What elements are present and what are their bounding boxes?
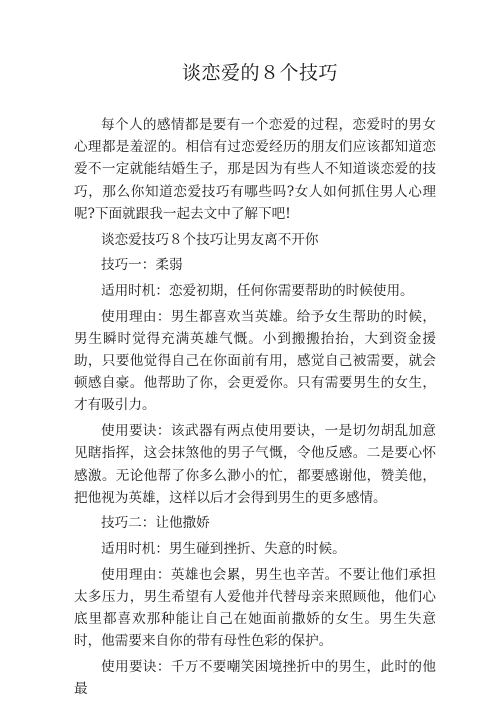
subtitle-paragraph: 谈恋爱技巧８个技巧让男友离不开你 [101, 231, 319, 248]
tip-two-timing: 适用时机：男生碰到挫折、失意的时候。 [101, 541, 346, 558]
tip-one-key: 使用要诀：该武器有两点使用要诀，一是切勿胡乱加意见瞎指挥，这会抹煞他的男子气慨，令他反感。二是要心怀感激。无论他帮了你多么渺小的忙，都要感谢他，赞美他，把他视为英雄，这样以后才会得到男生的更多感情。 [74, 423, 436, 506]
tip-one-reason: 使用理由：男生都喜欢当英雄。给予女生帮助的时候，男生瞬时觉得充满英雄气慨。小到搬搬抬抬，大到资金援助，只要他觉得自己在你面前有用，感觉自己被需要，就会顿感自豪。他帮助了你，会更爱你。只有需要男生的女生，才有吸引力。 [74, 308, 436, 414]
document-title: 谈恋爱的８个技巧 [181, 62, 338, 84]
document-body [74, 114, 436, 701]
intro-paragraph: 每个人的感情都是要有一个恋爱的过程，恋爱时的男女心理都是羞涩的。相信有过恋爱经历的朋友们应该都知道恋爱不一定就能结婚生子，那是因为有些人不知道谈恋爱的技巧，那么你知道恋爱技巧有哪些吗?女人如何抓住男人心理呢?下面就跟我一起去文中了解下吧! [74, 117, 436, 222]
tip-two-heading: 技巧二：让他撒娇 [101, 515, 210, 532]
tip-two-key: 使用要诀：千万不要嘲笑困境挫折中的男生，此时的他最 [74, 659, 436, 698]
tip-one-timing: 适用时机：恋爱初期，任何你需要帮助的时候使用。 [101, 282, 414, 299]
tip-one-heading: 技巧一：柔弱 [101, 257, 183, 274]
tip-two-reason: 使用理由：英雄也会累，男生也辛苦。不要让他们承担太多压力，男生希望有人爱他并代替母亲来照顾他，他们心底里都喜欢那种能让自己在她面前撒娇的女生。男生失意时，他需要来自你的带有母性色彩的保护。 [74, 566, 436, 650]
